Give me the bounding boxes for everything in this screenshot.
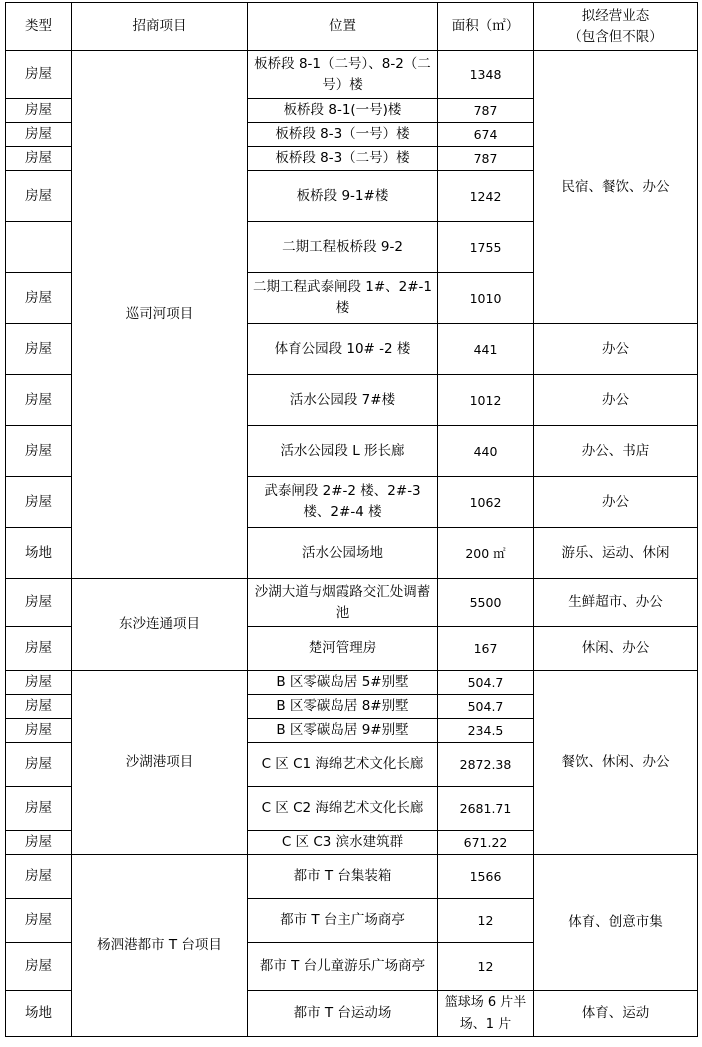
location-cell: C 区 C1 海绵艺术文化长廊 bbox=[248, 743, 438, 787]
location-cell: 板桥段 8-3（一号）楼 bbox=[248, 123, 438, 147]
location-cell: 沙湖大道与烟霞路交汇处调蓄池 bbox=[248, 579, 438, 627]
location-cell: 都市 T 台主广场商亭 bbox=[248, 899, 438, 943]
project-cell: 东沙连通项目 bbox=[72, 579, 248, 671]
area-cell: 1012 bbox=[438, 375, 534, 426]
type-cell: 房屋 bbox=[6, 719, 72, 743]
type-cell: 房屋 bbox=[6, 123, 72, 147]
area-cell: 671.22 bbox=[438, 831, 534, 855]
type-cell: 房屋 bbox=[6, 943, 72, 991]
location-cell: 都市 T 台运动场 bbox=[248, 991, 438, 1037]
location-cell: C 区 C2 海绵艺术文化长廊 bbox=[248, 787, 438, 831]
area-cell: 2872.38 bbox=[438, 743, 534, 787]
area-cell: 504.7 bbox=[438, 695, 534, 719]
area-cell: 167 bbox=[438, 627, 534, 671]
type-cell: 房屋 bbox=[6, 99, 72, 123]
area-cell: 1348 bbox=[438, 51, 534, 99]
type-cell: 房屋 bbox=[6, 477, 72, 528]
location-cell: 二期工程板桥段 9-2 bbox=[248, 222, 438, 273]
header-type: 类型 bbox=[6, 3, 72, 51]
area-cell: 1242 bbox=[438, 171, 534, 222]
location-cell: 活水公园场地 bbox=[248, 528, 438, 579]
location-cell: 板桥段 8-3（二号）楼 bbox=[248, 147, 438, 171]
project-cell: 杨泗港都市 T 台项目 bbox=[72, 855, 248, 1037]
business-cell: 办公 bbox=[534, 324, 698, 375]
header-row bbox=[6, 3, 698, 51]
area-cell: 674 bbox=[438, 123, 534, 147]
table-row bbox=[6, 671, 698, 695]
location-cell: B 区零碳岛居 8#别墅 bbox=[248, 695, 438, 719]
area-cell: 441 bbox=[438, 324, 534, 375]
area-cell: 234.5 bbox=[438, 719, 534, 743]
type-cell: 房屋 bbox=[6, 375, 72, 426]
type-cell: 房屋 bbox=[6, 671, 72, 695]
location-cell: 楚河管理房 bbox=[248, 627, 438, 671]
type-cell bbox=[6, 222, 72, 273]
header-business-line2: （包含但不限） bbox=[568, 28, 663, 45]
location-cell: 都市 T 台儿童游乐广场商亭 bbox=[248, 943, 438, 991]
business-cell: 餐饮、休闲、办公 bbox=[534, 671, 698, 855]
area-cell: 440 bbox=[438, 426, 534, 477]
type-cell: 房屋 bbox=[6, 147, 72, 171]
header-business-line1: 拟经营业态 bbox=[581, 7, 650, 24]
business-cell: 生鲜超市、办公 bbox=[534, 579, 698, 627]
project-cell: 巡司河项目 bbox=[72, 51, 248, 579]
area-cell: 1062 bbox=[438, 477, 534, 528]
type-cell: 房屋 bbox=[6, 743, 72, 787]
area-cell: 1755 bbox=[438, 222, 534, 273]
type-cell: 房屋 bbox=[6, 273, 72, 324]
area-cell: 5500 bbox=[438, 579, 534, 627]
business-cell: 体育、运动 bbox=[534, 991, 698, 1037]
location-cell: 体育公园段 10# -2 楼 bbox=[248, 324, 438, 375]
type-cell: 场地 bbox=[6, 991, 72, 1037]
location-cell: 板桥段 8-1(一号)楼 bbox=[248, 99, 438, 123]
business-cell: 游乐、运动、休闲 bbox=[534, 528, 698, 579]
type-cell: 房屋 bbox=[6, 831, 72, 855]
location-cell: 板桥段 9-1#楼 bbox=[248, 171, 438, 222]
area-cell: 504.7 bbox=[438, 671, 534, 695]
table-row bbox=[6, 51, 698, 99]
business-cell: 办公、书店 bbox=[534, 426, 698, 477]
area-cell: 12 bbox=[438, 899, 534, 943]
type-cell: 房屋 bbox=[6, 51, 72, 99]
location-cell: 二期工程武泰闸段 1#、2#-1 楼 bbox=[248, 273, 438, 324]
business-cell: 体育、创意市集 bbox=[534, 855, 698, 991]
business-cell: 民宿、餐饮、办公 bbox=[534, 51, 698, 324]
type-cell: 场地 bbox=[6, 528, 72, 579]
location-cell: B 区零碳岛居 5#别墅 bbox=[248, 671, 438, 695]
type-cell: 房屋 bbox=[6, 324, 72, 375]
type-cell: 房屋 bbox=[6, 579, 72, 627]
location-cell: 武泰闸段 2#-2 楼、2#-3 楼、2#-4 楼 bbox=[248, 477, 438, 528]
type-cell: 房屋 bbox=[6, 171, 72, 222]
type-cell: 房屋 bbox=[6, 899, 72, 943]
area-cell: 1010 bbox=[438, 273, 534, 324]
location-cell: B 区零碳岛居 9#别墅 bbox=[248, 719, 438, 743]
type-cell: 房屋 bbox=[6, 787, 72, 831]
investment-table bbox=[5, 2, 698, 1037]
area-cell: 787 bbox=[438, 99, 534, 123]
location-cell: C 区 C3 滨水建筑群 bbox=[248, 831, 438, 855]
table-row bbox=[6, 579, 698, 627]
type-cell: 房屋 bbox=[6, 695, 72, 719]
location-cell: 活水公园段 7#楼 bbox=[248, 375, 438, 426]
area-cell: 787 bbox=[438, 147, 534, 171]
business-cell: 办公 bbox=[534, 375, 698, 426]
area-cell: 200 ㎡ bbox=[438, 528, 534, 579]
header-business bbox=[534, 3, 698, 51]
type-cell: 房屋 bbox=[6, 426, 72, 477]
type-cell: 房屋 bbox=[6, 855, 72, 899]
area-cell: 12 bbox=[438, 943, 534, 991]
area-cell: 1566 bbox=[438, 855, 534, 899]
header-project: 招商项目 bbox=[72, 3, 248, 51]
location-cell: 都市 T 台集装箱 bbox=[248, 855, 438, 899]
location-cell: 活水公园段 L 形长廊 bbox=[248, 426, 438, 477]
area-cell: 2681.71 bbox=[438, 787, 534, 831]
table-row bbox=[6, 855, 698, 899]
type-cell: 房屋 bbox=[6, 627, 72, 671]
location-cell: 板桥段 8-1（二号）、8-2（二号）楼 bbox=[248, 51, 438, 99]
business-cell: 办公 bbox=[534, 477, 698, 528]
header-area: 面积（㎡） bbox=[438, 3, 534, 51]
business-cell: 休闲、办公 bbox=[534, 627, 698, 671]
header-location: 位置 bbox=[248, 3, 438, 51]
area-cell: 篮球场 6 片半场、1 片 bbox=[438, 991, 534, 1037]
project-cell: 沙湖港项目 bbox=[72, 671, 248, 855]
